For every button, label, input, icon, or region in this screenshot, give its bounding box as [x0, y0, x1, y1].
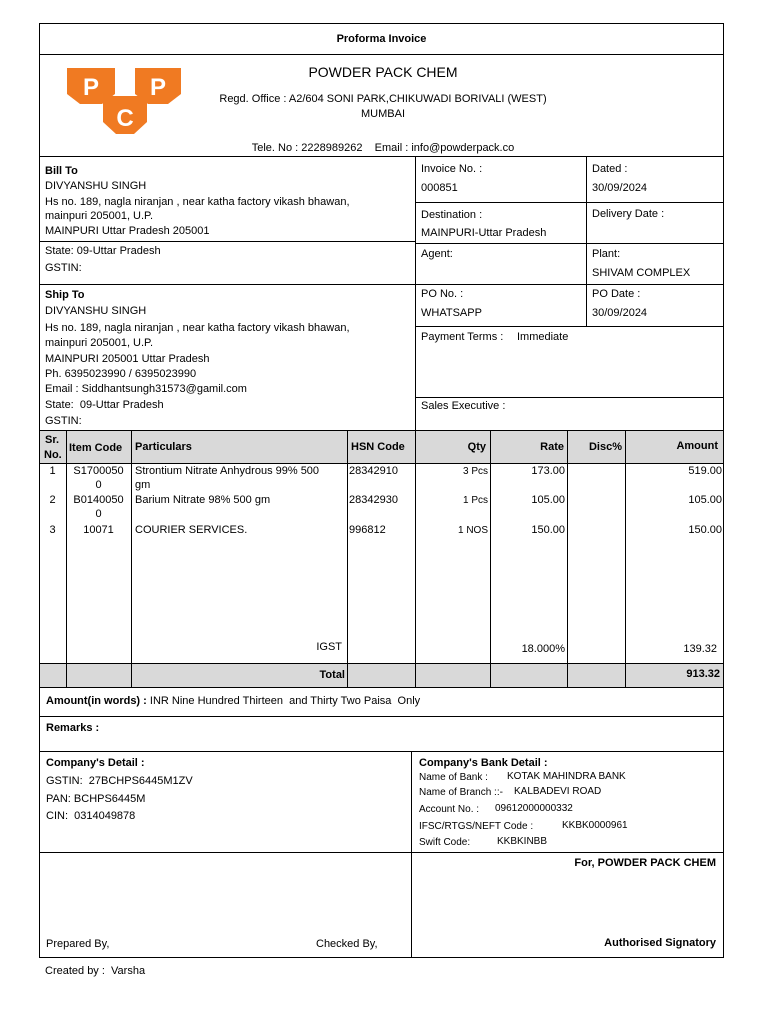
header-sr: Sr.	[45, 434, 60, 446]
document-title: Proforma Invoice	[336, 33, 427, 45]
bank-name-label: Name of Bank :	[419, 772, 488, 783]
logo-letter-p1: P	[82, 74, 100, 101]
invoice-no: 000851	[421, 182, 458, 194]
tax-amount: 139.32	[683, 643, 717, 655]
agent-label: Agent:	[421, 248, 453, 260]
total-label: Total	[319, 669, 345, 681]
po-no-value: WHATSAPP	[421, 307, 482, 319]
amount-in-words	[46, 695, 420, 707]
bank-branch: KALBADEVI ROAD	[514, 786, 602, 797]
payment-terms-label: Payment Terms :	[421, 331, 504, 343]
header-hsn: HSN Code	[351, 441, 405, 453]
row3-particulars: COURIER SERVICES.	[135, 524, 248, 536]
destination-label: Destination :	[421, 209, 483, 221]
tax-label: IGST	[316, 641, 342, 653]
row2-rate: 105.00	[531, 494, 565, 506]
ship-to-email: Email : Siddhantsungh31573@gamil.com	[45, 383, 247, 395]
row2-code: B0140050	[73, 494, 124, 506]
amount-words-value: INR Nine Hundred Thirteen and Thirty Two Paisa Only	[149, 695, 421, 707]
tax-rate: 18.000%	[521, 643, 565, 655]
ship-to-addr3: MAINPURI 205001 Uttar Pradesh	[45, 353, 210, 365]
created-by: Created by : Varsha	[45, 965, 146, 977]
row3-hsn: 996812	[349, 524, 386, 536]
company-address-line1: Regd. Office : A2/604 SONI PARK,CHIKUWADI BORIVALI (WEST)	[219, 93, 547, 105]
ship-to-name: DIVYANSHU SINGH	[45, 305, 147, 317]
row1-code-cont: 0	[95, 479, 102, 491]
bank-ifsc-label: IFSC/RTGS/NEFT Code :	[419, 821, 534, 832]
row1-code: S1700050	[73, 465, 124, 477]
logo-letter-p2: P	[149, 74, 167, 101]
company-cin: CIN: 0314049878	[46, 810, 136, 822]
dated-label: Dated :	[592, 163, 628, 175]
prepared-by: Prepared By,	[46, 938, 110, 950]
bank-swift: KKBKINBB	[497, 836, 548, 847]
checked-by: Checked By,	[316, 938, 378, 950]
divider	[39, 54, 724, 55]
row3-rate: 150.00	[531, 524, 565, 536]
ship-to-label: Ship To	[45, 289, 85, 301]
bank-name: KOTAK MAHINDRA BANK	[507, 771, 626, 782]
row3-amount: 150.00	[688, 524, 722, 536]
header-qty: Qty	[467, 441, 486, 453]
bank-ifsc: KKBK0000961	[562, 820, 628, 831]
header-no: No.	[44, 449, 62, 461]
row2-particulars: Barium Nitrate 98% 500 gm	[135, 494, 271, 506]
bank-swift-label: Swift Code:	[419, 837, 471, 848]
row1-hsn: 28342910	[349, 465, 398, 477]
bill-to-state: State: 09-Uttar Pradesh	[45, 245, 161, 257]
dated-value: 30/09/2024	[592, 182, 648, 194]
row1-qty: 3 Pcs	[462, 466, 488, 477]
for-company: For, POWDER PACK CHEM	[574, 857, 716, 869]
remarks-label: Remarks :	[46, 722, 100, 734]
bill-to-label: Bill To	[45, 165, 78, 177]
row2-hsn: 28342930	[349, 494, 398, 506]
header-particulars: Particulars	[135, 441, 192, 453]
company-name: POWDER PACK CHEM	[308, 64, 458, 80]
bank-detail-label: Company's Bank Detail :	[419, 757, 548, 769]
header-item-code: Item Code	[69, 442, 123, 454]
company-pan: PAN: BCHPS6445M	[46, 793, 146, 805]
ship-to-phone: Ph. 6395023990 / 6395023990	[45, 368, 197, 380]
total-amount: 913.32	[686, 668, 720, 680]
payment-terms-value: Immediate	[517, 331, 569, 343]
ship-to-addr1: Hs no. 189, nagla niranjan , near katha factory vikash bhawan,	[45, 322, 350, 334]
company-contact: Tele. No : 2228989262 Email : info@powderpack.co	[251, 142, 515, 154]
company-gstin: GSTIN: 27BCHPS6445M1ZV	[46, 775, 193, 787]
ship-to-addr2: mainpuri 205001, U.P.	[45, 337, 154, 349]
row3-qty: 1 NOS	[457, 525, 488, 536]
company-detail-label: Company's Detail :	[46, 757, 145, 769]
delivery-date-label: Delivery Date :	[592, 208, 665, 220]
bank-account-label: Account No. :	[419, 804, 480, 815]
invoice-no-label: Invoice No. :	[421, 163, 483, 175]
amount-words-label: Amount(in words) :	[46, 695, 147, 707]
row2-amount: 105.00	[688, 494, 722, 506]
row1-rate: 173.00	[531, 465, 565, 477]
plant-label: Plant:	[592, 248, 621, 260]
destination-value: MAINPURI-Uttar Pradesh	[421, 227, 547, 239]
row2-code-cont: 0	[95, 508, 102, 520]
po-date-label: PO Date :	[592, 288, 641, 300]
po-date-value: 30/09/2024	[592, 307, 648, 319]
row3-code: 10071	[83, 524, 114, 536]
sales-executive-label: Sales Executive :	[421, 400, 506, 412]
po-no-label: PO No. :	[421, 288, 464, 300]
logo-letter-c: C	[116, 105, 134, 132]
row2-qty: 1 Pcs	[462, 495, 488, 506]
authorised-signatory: Authorised Signatory	[604, 937, 716, 949]
header-amount: Amount	[676, 440, 718, 452]
row1-particulars: Strontium Nitrate Anhydrous 99% 500	[135, 465, 320, 477]
bill-to-addr3: MAINPURI Uttar Pradesh 205001	[45, 225, 210, 237]
company-address-line2: MUMBAI	[361, 108, 405, 120]
ship-to-gstin: GSTIN:	[45, 415, 82, 427]
bill-to-addr1: Hs no. 189, nagla niranjan , near katha factory vikash bhawan,	[45, 196, 350, 208]
bill-to-gstin: GSTIN:	[45, 262, 82, 274]
row3-sr: 3	[49, 524, 56, 536]
ship-to-state: State: 09-Uttar Pradesh	[45, 399, 164, 411]
bill-to-name: DIVYANSHU SINGH	[45, 180, 147, 192]
row1-amount: 519.00	[688, 465, 722, 477]
bill-to-addr2: mainpuri 205001, U.P.	[45, 210, 154, 222]
header-rate: Rate	[540, 441, 564, 453]
row1-sr: 1	[49, 465, 56, 477]
bank-branch-label: Name of Branch ::-	[419, 787, 503, 798]
row1-particulars-cont: gm	[135, 479, 151, 491]
header-disc: Disc%	[588, 441, 622, 453]
row2-sr: 2	[49, 494, 56, 506]
plant-value: SHIVAM COMPLEX	[592, 267, 691, 279]
bank-account: 09612000000332	[495, 803, 573, 814]
